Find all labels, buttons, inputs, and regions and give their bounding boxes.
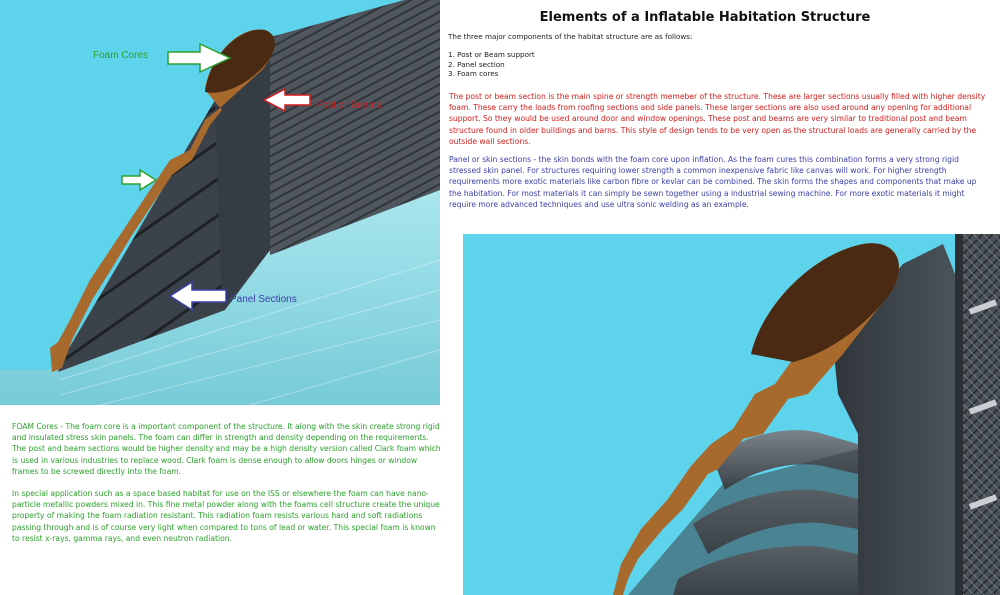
components-list <box>448 50 535 79</box>
list-item: 3. Foam cores <box>448 69 499 78</box>
panel-section-paragraph: Panel or skin sections - the skin bonds with the foam core upon inflation. As the foam cures this combination forms a very strong rigid stressed skin panel. For structures requiring lower strength a common inexpensive fabric like canvas will work. For higher strength requirements more exotic materials like carbon fibre or kevlar can be combined. The skin forms the shapes and components that make up the habitation. For most materials it can simply be sewn together using a industrial sewing machine. For more exotic materials it might require more advanced techniques and use ultra sonic welding as an example. <box>449 155 977 209</box>
close-up-illustration <box>463 234 1000 595</box>
page-title: Elements of a Inflatable Habitation Structure <box>539 10 871 25</box>
label-post-or-beams: Post or Beams <box>316 100 382 111</box>
list-item: 1. Post or Beam support <box>448 50 535 59</box>
post-beam-paragraph: The post or beam section is the main spine or strength memeber of the structure. These are larger sections usually filled with higher density foam. These carry the loads from roofing sections and side panels. These larger sections are also used around any opening for additional support. So they would be used around door and window openings. These post and beams are very similar to traditional post and beam structure found in older buildings and barns. This style of design tends to be very open as the structural loads are generally carried by the outside wall sections. <box>449 92 986 146</box>
textured-wall <box>963 234 1000 595</box>
habitat-wall-illustration <box>0 0 440 405</box>
intro-text: The three major components of the habitat structure are as follows: <box>448 32 693 41</box>
list-item: 2. Panel section <box>448 59 505 69</box>
foam-radiation-paragraph: In special application such as a space based habitat for use on the ISS or elsewhere the foam can have nano-particle metallic powders mixed in. This fine metal powder along with the foams cell structure create the unique property of making the foam radiation resistant. This radiation foam resists various hard and soft radiations passing through and is of course very light when compared to tons of lead or water. This special foam is known to resist x-rays, gamma rays, and even neutron radiation. <box>12 489 440 543</box>
foam-core-paragraph: FOAM Cores - The foam core is a important component of the structure. It along with the skin create strong rigid and insulated stress skin panels. The foam can differ in strength and density depending on the requirements. The post and beam sections would be higher density and may be a high density version called Clark foam which is used in various industries to replace wood. Clark foam is dense enough to allow doors hinges or window frames to be screwed directly into the foam. <box>12 422 441 476</box>
label-panel-sections: Panel Sections <box>230 294 297 305</box>
label-foam-cores: Foam Cores <box>93 50 149 61</box>
